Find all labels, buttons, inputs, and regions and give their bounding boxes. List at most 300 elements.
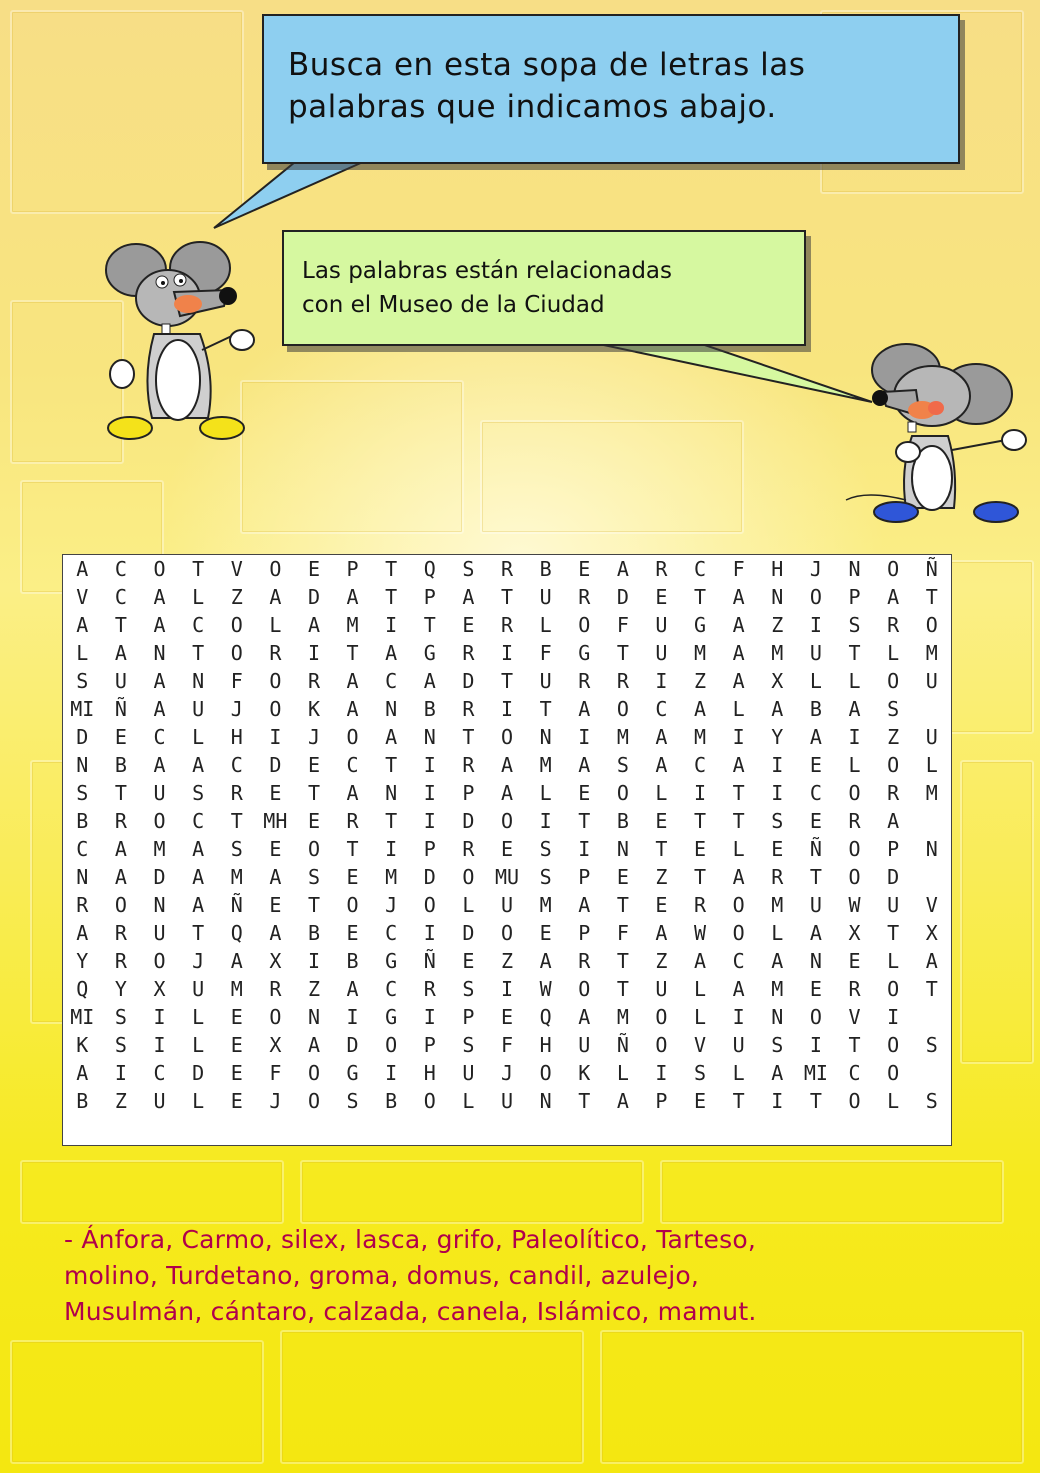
grid-cell[interactable]: S [462,977,475,1001]
grid-cell[interactable]: E [694,1089,707,1113]
grid-cell[interactable]: L [192,1089,205,1113]
grid-cell[interactable]: O [887,753,900,777]
grid-cell[interactable]: C [848,1061,861,1085]
grid-cell[interactable]: F [616,613,629,637]
grid-cell[interactable]: N [925,837,938,861]
grid-cell[interactable]: W [694,921,707,945]
grid-cell[interactable]: O [848,865,861,889]
grid-cell[interactable]: Y [114,977,127,1001]
grid-cell[interactable]: J [500,1061,514,1085]
grid-cell[interactable]: T [307,893,320,917]
grid-cell[interactable]: W [848,893,861,917]
grid-cell[interactable]: Z [230,585,243,609]
grid-cell[interactable]: P [423,1033,436,1057]
grid-cell[interactable]: I [153,1033,166,1057]
grid-cell[interactable]: O [114,893,127,917]
grid-cell[interactable]: O [655,1005,668,1029]
grid-cell[interactable]: F [539,641,552,665]
grid-cell[interactable]: E [230,1033,243,1057]
grid-cell[interactable]: J [307,725,320,749]
grid-cell[interactable]: C [809,781,822,805]
grid-cell[interactable]: I [809,1033,822,1057]
grid-cell[interactable]: O [578,977,591,1001]
grid-cell[interactable]: O [462,865,475,889]
grid-cell[interactable]: Y [771,725,784,749]
grid-cell[interactable]: E [462,613,475,637]
grid-cell[interactable]: E [655,585,668,609]
grid-cell[interactable]: T [848,1033,861,1057]
grid-cell[interactable]: P [346,557,359,581]
grid-cell[interactable]: A [887,809,900,833]
grid-cell[interactable]: F [269,1061,282,1085]
grid-cell[interactable]: Z [694,669,707,693]
grid-cell[interactable]: L [76,641,89,665]
grid-cell[interactable]: C [76,837,89,861]
grid-cell[interactable]: E [269,781,282,805]
grid-cell[interactable]: T [578,809,591,833]
grid-cell[interactable]: L [616,1061,629,1085]
grid-cell[interactable]: O [925,613,938,637]
grid-cell[interactable]: Z [307,977,320,1001]
grid-cell[interactable]: I [307,641,320,665]
grid-cell[interactable]: I [655,669,668,693]
grid-cell[interactable]: L [539,613,552,637]
grid-cell[interactable]: R [423,977,436,1001]
grid-cell[interactable]: T [385,557,398,581]
grid-cell[interactable]: V [694,1033,707,1057]
grid-cell[interactable]: M [771,893,784,917]
grid-cell[interactable]: E [809,977,822,1001]
grid-cell[interactable]: I [500,977,514,1001]
grid-cell[interactable]: A [153,613,166,637]
grid-cell[interactable]: S [462,1033,475,1057]
grid-cell[interactable]: M [153,837,166,861]
grid-cell[interactable]: A [578,893,591,917]
grid-cell[interactable]: A [732,613,745,637]
grid-cell[interactable]: T [848,641,861,665]
grid-cell[interactable]: A [809,921,822,945]
grid-cell[interactable]: E [346,921,359,945]
grid-cell[interactable]: C [385,921,398,945]
grid-cell[interactable]: I [694,781,707,805]
grid-cell[interactable]: O [887,557,900,581]
grid-cell[interactable]: A [462,585,475,609]
grid-cell[interactable]: A [346,585,359,609]
grid-cell[interactable]: I [423,1005,436,1029]
grid-cell[interactable]: E [578,781,591,805]
grid-cell[interactable]: X [925,921,938,945]
grid-cell[interactable] [912,807,951,835]
grid-cell[interactable]: T [616,641,629,665]
grid-cell[interactable]: A [732,641,745,665]
grid-cell[interactable]: A [76,921,89,945]
grid-cell[interactable]: M [616,725,629,749]
grid-cell[interactable]: X [848,921,861,945]
grid-cell[interactable]: A [307,613,320,637]
grid-cell[interactable]: L [192,585,205,609]
grid-cell[interactable]: A [114,641,127,665]
grid-cell[interactable]: A [694,949,707,973]
grid-cell[interactable]: H [539,1033,552,1057]
grid-cell[interactable]: M [346,613,359,637]
grid-cell[interactable]: I [423,753,436,777]
grid-cell[interactable]: S [925,1089,938,1113]
grid-cell[interactable]: K [578,1061,591,1085]
grid-cell[interactable]: O [732,921,745,945]
grid-cell[interactable]: T [192,641,205,665]
grid-cell[interactable]: O [230,613,243,637]
grid-cell[interactable]: S [694,1061,707,1085]
grid-cell[interactable]: A [423,669,436,693]
grid-cell[interactable]: I [809,613,822,637]
grid-cell[interactable]: F [616,921,629,945]
grid-cell[interactable]: O [732,893,745,917]
grid-cell[interactable]: A [76,1061,89,1085]
grid-cell[interactable]: F [500,1033,514,1057]
grid-cell[interactable]: R [114,921,127,945]
grid-cell[interactable]: E [230,1061,243,1085]
grid-cell[interactable]: N [307,1005,320,1029]
grid-cell[interactable]: O [848,1089,861,1113]
grid-cell[interactable]: D [616,585,629,609]
grid-cell[interactable]: N [423,725,436,749]
grid-cell[interactable]: B [307,921,320,945]
grid-cell[interactable]: R [269,641,282,665]
grid-cell[interactable]: Q [423,557,436,581]
grid-cell[interactable]: A [578,1005,591,1029]
grid-cell[interactable]: I [887,1005,900,1029]
grid-cell[interactable]: T [732,809,745,833]
grid-cell[interactable]: L [462,893,475,917]
grid-cell[interactable]: E [269,893,282,917]
grid-cell[interactable]: O [539,1061,552,1085]
grid-cell[interactable]: A [887,585,900,609]
grid-cell[interactable]: T [423,613,436,637]
grid-cell[interactable]: B [346,949,359,973]
grid-cell[interactable]: P [423,837,436,861]
grid-cell[interactable]: Ñ [230,893,243,917]
grid-cell[interactable]: I [423,809,436,833]
grid-cell[interactable]: T [694,865,707,889]
grid-cell[interactable]: R [694,893,707,917]
grid-cell[interactable]: P [462,781,475,805]
grid-cell[interactable]: O [887,669,900,693]
grid-cell[interactable]: S [771,809,784,833]
grid-cell[interactable]: S [346,1089,359,1113]
grid-cell[interactable]: T [385,753,398,777]
grid-cell[interactable]: I [423,921,436,945]
grid-cell[interactable]: L [809,669,822,693]
grid-cell[interactable]: A [848,697,861,721]
grid-cell[interactable]: V [925,893,938,917]
grid-cell[interactable]: I [771,781,784,805]
grid-cell[interactable]: E [809,809,822,833]
grid-cell[interactable]: O [809,1005,822,1029]
grid-cell[interactable]: Q [539,1005,552,1029]
grid-cell[interactable]: A [732,865,745,889]
grid-cell[interactable]: D [462,921,475,945]
grid-cell[interactable]: X [269,1033,282,1057]
grid-cell[interactable]: Ñ [114,697,127,721]
grid-cell[interactable]: R [269,977,282,1001]
grid-cell[interactable]: F [230,669,243,693]
grid-cell[interactable]: R [462,837,475,861]
grid-cell[interactable]: E [462,949,475,973]
grid-cell[interactable]: N [809,949,822,973]
grid-cell[interactable]: O [887,1033,900,1057]
grid-cell[interactable]: I [655,1061,668,1085]
grid-cell[interactable]: M [230,977,243,1001]
grid-cell[interactable]: O [616,781,629,805]
grid-cell[interactable]: I [500,697,514,721]
grid-cell[interactable]: M [771,977,784,1001]
grid-cell[interactable]: MI [70,697,95,721]
grid-cell[interactable]: I [385,1061,398,1085]
grid-cell[interactable]: R [500,613,514,637]
grid-cell[interactable]: R [462,641,475,665]
grid-cell[interactable]: L [655,781,668,805]
grid-cell[interactable]: K [307,697,320,721]
grid-cell[interactable]: A [732,753,745,777]
grid-cell[interactable]: O [269,1005,282,1029]
grid-cell[interactable]: R [346,809,359,833]
grid-cell[interactable]: L [887,949,900,973]
grid-cell[interactable]: H [230,725,243,749]
grid-cell[interactable]: T [732,781,745,805]
grid-cell[interactable]: N [153,893,166,917]
grid-cell[interactable]: A [539,949,552,973]
grid-cell[interactable]: M [230,865,243,889]
grid-cell[interactable]: A [385,641,398,665]
grid-cell[interactable]: Z [500,949,514,973]
grid-cell[interactable]: U [809,641,822,665]
grid-cell[interactable]: I [307,949,320,973]
grid-cell[interactable]: O [848,837,861,861]
grid-cell[interactable]: A [578,697,591,721]
grid-cell[interactable]: M [925,781,938,805]
grid-cell[interactable]: D [307,585,320,609]
grid-cell[interactable]: T [616,893,629,917]
grid-cell[interactable]: O [500,921,514,945]
grid-cell[interactable]: G [578,641,591,665]
grid-cell[interactable]: Z [771,613,784,637]
grid-cell[interactable]: L [462,1089,475,1113]
grid-cell[interactable]: A [500,753,514,777]
grid-cell[interactable]: I [153,1005,166,1029]
grid-cell[interactable]: U [887,893,900,917]
grid-cell[interactable]: C [385,977,398,1001]
grid-cell[interactable]: S [616,753,629,777]
grid-cell[interactable]: O [848,781,861,805]
grid-cell[interactable]: T [230,809,243,833]
grid-cell[interactable]: U [500,1089,514,1113]
grid-cell[interactable]: S [539,865,552,889]
grid-cell[interactable]: O [269,557,282,581]
grid-cell[interactable]: O [153,809,166,833]
grid-cell[interactable]: E [539,921,552,945]
grid-cell[interactable]: U [655,613,668,637]
grid-cell[interactable]: P [848,585,861,609]
grid-cell[interactable]: R [887,781,900,805]
grid-cell[interactable]: U [153,781,166,805]
grid-cell[interactable]: U [153,921,166,945]
grid-cell[interactable]: R [76,893,89,917]
grid-cell[interactable]: D [269,753,282,777]
grid-cell[interactable]: M [925,641,938,665]
grid-cell[interactable]: A [655,753,668,777]
grid-cell[interactable]: N [385,697,398,721]
grid-cell[interactable]: U [539,585,552,609]
grid-cell[interactable]: W [539,977,552,1001]
grid-cell[interactable]: J [230,697,243,721]
grid-cell[interactable]: N [76,753,89,777]
grid-cell[interactable]: C [230,753,243,777]
grid-cell[interactable]: A [346,781,359,805]
grid-cell[interactable]: U [500,893,514,917]
grid-cell[interactable]: Ñ [809,837,822,861]
grid-cell[interactable]: T [655,837,668,861]
grid-cell[interactable]: T [925,585,938,609]
grid-cell[interactable]: V [76,585,89,609]
grid-cell[interactable]: U [655,641,668,665]
grid-cell[interactable]: O [230,641,243,665]
grid-cell[interactable]: A [694,697,707,721]
grid-cell[interactable]: A [114,865,127,889]
grid-cell[interactable]: T [114,781,127,805]
grid-cell[interactable]: E [655,809,668,833]
grid-cell[interactable]: N [539,1089,552,1113]
grid-cell[interactable]: R [500,557,514,581]
grid-cell[interactable]: O [153,949,166,973]
grid-cell[interactable]: C [385,669,398,693]
grid-cell[interactable]: B [76,1089,89,1113]
grid-cell[interactable]: A [385,725,398,749]
grid-cell[interactable]: R [114,949,127,973]
grid-cell[interactable]: J [269,1089,282,1113]
grid-cell[interactable]: B [423,697,436,721]
grid-cell[interactable]: Ñ [423,949,436,973]
grid-cell[interactable]: U [153,1089,166,1113]
grid-cell[interactable]: B [539,557,552,581]
grid-cell[interactable]: A [732,585,745,609]
grid-cell[interactable]: O [269,697,282,721]
grid-cell[interactable]: R [848,977,861,1001]
grid-cell[interactable]: L [192,725,205,749]
grid-cell[interactable]: P [423,585,436,609]
grid-cell[interactable]: N [539,725,552,749]
grid-cell[interactable]: T [732,1089,745,1113]
grid-cell[interactable]: Q [230,921,243,945]
grid-cell[interactable]: X [771,669,784,693]
grid-cell[interactable]: C [694,557,707,581]
grid-cell[interactable]: B [616,809,629,833]
grid-cell[interactable]: E [616,865,629,889]
grid-cell[interactable]: X [153,977,166,1001]
grid-cell[interactable]: P [578,865,591,889]
grid-cell[interactable]: MI [803,1061,828,1085]
grid-cell[interactable]: C [114,585,127,609]
grid-cell[interactable]: L [694,977,707,1001]
grid-cell[interactable]: F [732,557,745,581]
grid-cell[interactable]: T [694,585,707,609]
grid-cell[interactable]: A [732,669,745,693]
grid-cell[interactable]: E [809,753,822,777]
grid-cell[interactable] [912,695,951,723]
grid-cell[interactable]: A [771,1061,784,1085]
grid-cell[interactable]: L [732,697,745,721]
grid-cell[interactable]: I [578,725,591,749]
grid-cell[interactable]: T [462,725,475,749]
grid-cell[interactable]: A [269,585,282,609]
grid-cell[interactable]: R [462,753,475,777]
grid-cell[interactable]: T [346,837,359,861]
grid-cell[interactable]: U [192,697,205,721]
grid-cell[interactable]: E [307,753,320,777]
grid-cell[interactable]: T [114,613,127,637]
grid-cell[interactable]: I [385,837,398,861]
grid-cell[interactable]: L [887,1089,900,1113]
grid-cell[interactable]: Z [114,1089,127,1113]
grid-cell[interactable]: U [655,977,668,1001]
grid-cell[interactable]: E [500,1005,514,1029]
grid-cell[interactable]: T [578,1089,591,1113]
grid-cell[interactable]: A [192,893,205,917]
grid-cell[interactable]: E [346,865,359,889]
grid-cell[interactable]: A [153,697,166,721]
grid-cell[interactable]: U [925,669,938,693]
grid-cell[interactable]: T [385,809,398,833]
grid-cell[interactable]: A [307,1033,320,1057]
grid-cell[interactable]: I [578,837,591,861]
grid-cell[interactable]: S [230,837,243,861]
grid-cell[interactable]: O [655,1033,668,1057]
grid-cell[interactable]: I [269,725,282,749]
grid-cell[interactable]: Z [887,725,900,749]
grid-cell[interactable]: O [500,809,514,833]
grid-cell[interactable]: E [269,837,282,861]
grid-cell[interactable]: O [346,725,359,749]
grid-cell[interactable]: T [616,977,629,1001]
grid-cell[interactable]: N [771,1005,784,1029]
grid-cell[interactable]: P [655,1089,668,1113]
grid-cell[interactable]: L [848,753,861,777]
grid-cell[interactable]: T [500,669,514,693]
grid-cell[interactable]: B [76,809,89,833]
grid-cell[interactable]: C [153,725,166,749]
grid-cell[interactable]: A [269,865,282,889]
grid-cell[interactable] [912,863,951,891]
grid-cell[interactable]: I [114,1061,127,1085]
grid-cell[interactable]: E [307,809,320,833]
grid-cell[interactable]: N [192,669,205,693]
grid-cell[interactable]: R [848,809,861,833]
grid-cell[interactable]: S [192,781,205,805]
grid-cell[interactable]: E [230,1005,243,1029]
grid-cell[interactable]: T [694,809,707,833]
grid-cell[interactable]: R [462,697,475,721]
grid-cell[interactable]: A [153,669,166,693]
grid-cell[interactable]: T [192,921,205,945]
grid-cell[interactable]: L [732,1061,745,1085]
grid-cell[interactable]: I [771,753,784,777]
grid-cell[interactable]: M [385,865,398,889]
grid-cell[interactable]: I [423,781,436,805]
grid-cell[interactable]: M [694,641,707,665]
grid-cell[interactable]: L [192,1033,205,1057]
grid-cell[interactable]: M [694,725,707,749]
grid-cell[interactable]: O [269,669,282,693]
grid-cell[interactable]: S [771,1033,784,1057]
